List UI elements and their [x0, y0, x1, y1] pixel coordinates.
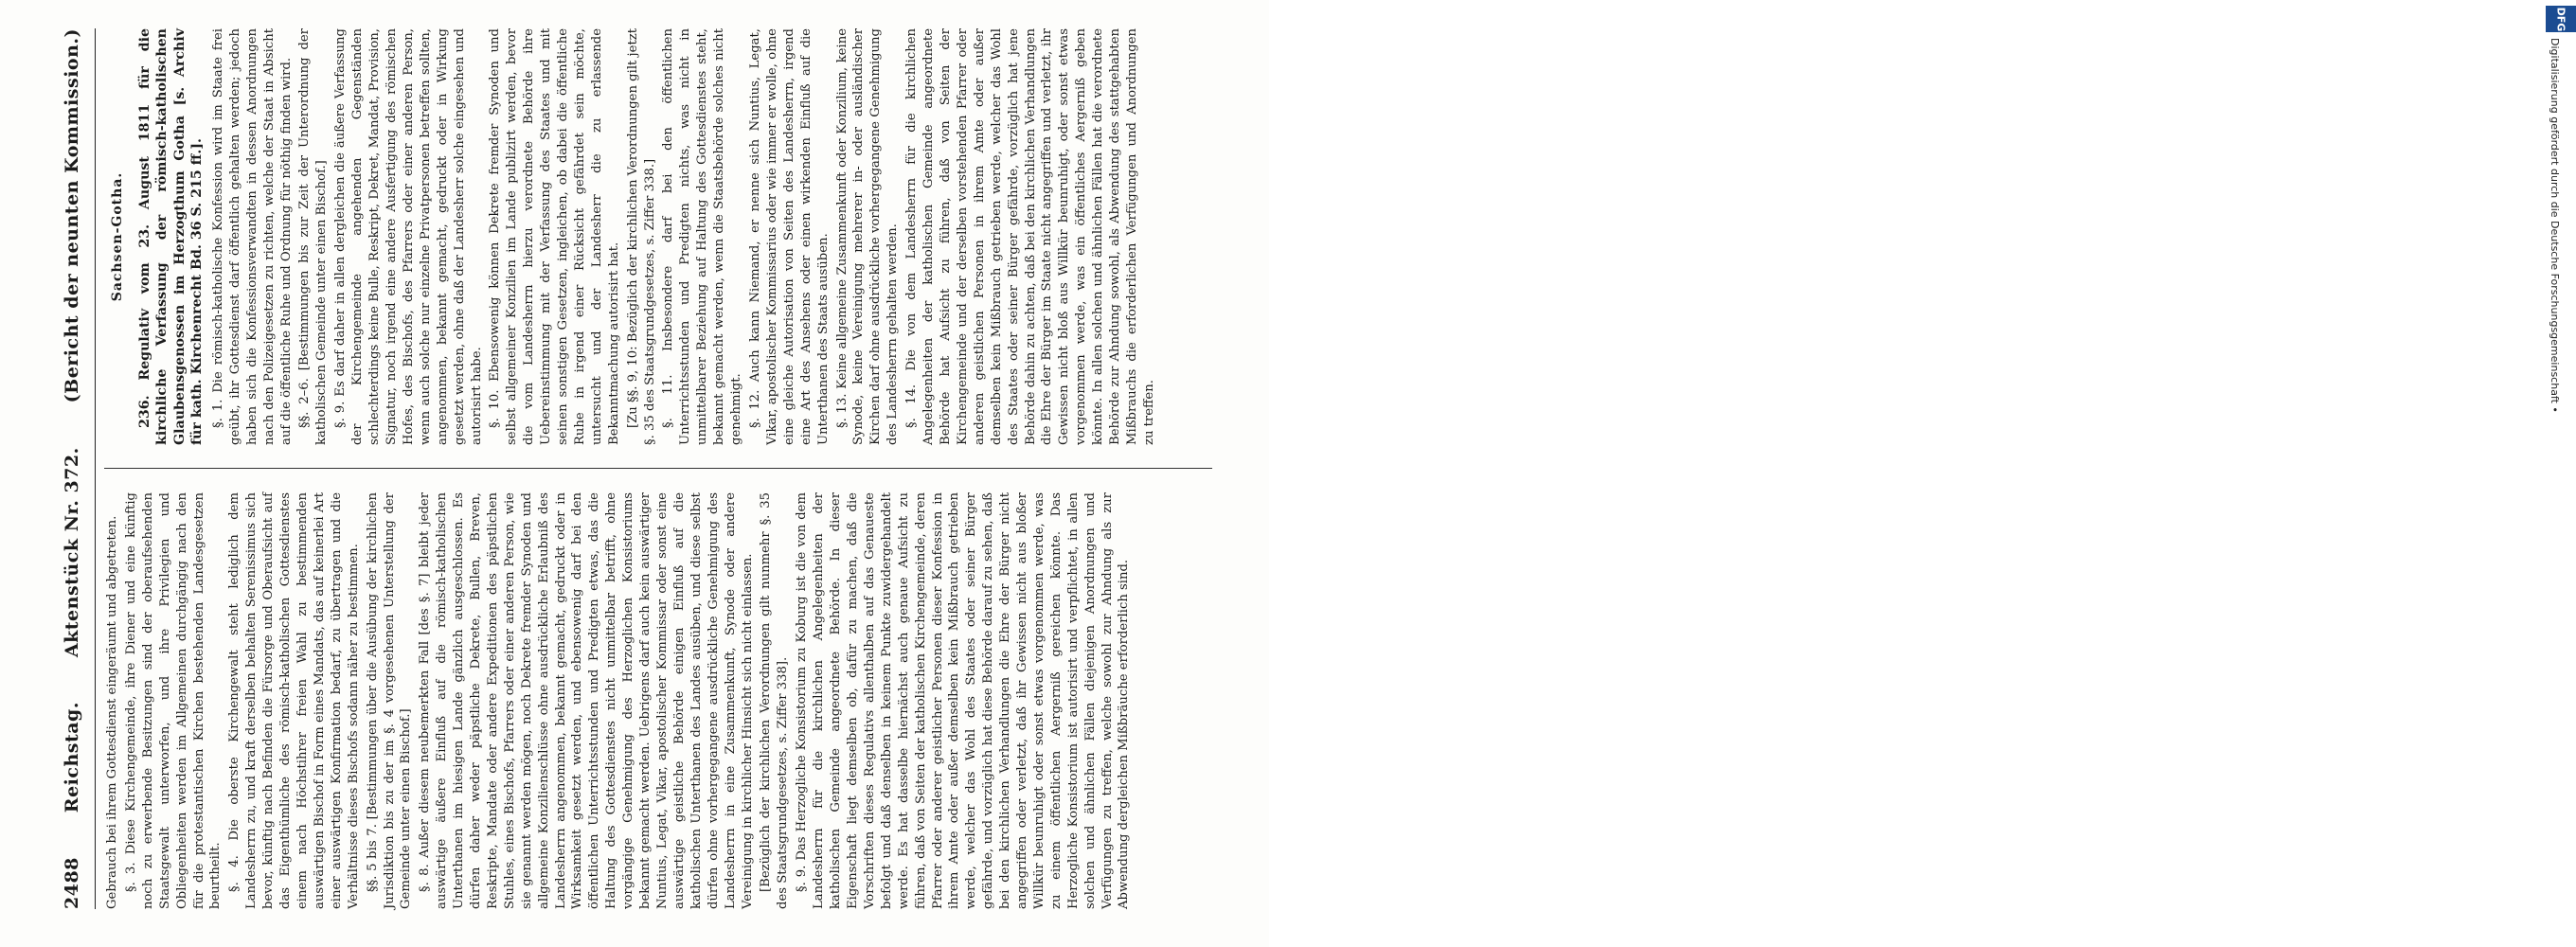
- paragraph: §. 14. Die von dem Landesherrn für die kirchlichen Angelegenheiten der katholischen Gemeinde angeordnete Behörde hat Aufsicht zu führen, daß von Seiten der Kirchengemeinde und der derselben vorstehenden Pfarrer oder anderen geistlichen Personen in ihrem Amte oder außer demselben kein Mißbrauch getrieben werde, welcher das Wohl des Staates oder seiner Bürger gefährde, vorzüglich hat jene Behörde dahin zu achten, daß bei den kirchlichen Verhandlungen die Ehre der Bürger im Staate nicht angegriffen und verletzt, ihr Gewissen nicht bloß aus Willkür beunruhigt, oder sonst etwas vorgenommen werde, was ein öffentliches Aergerniß geben könnte. In allen solchen und ähnlichen Fällen hat die verordnete Behörde zur Ahndung sowohl, als Abwendung des stattgehabten Mißbrauchs die erforderlichen Verfügungen und Anordnungen zu treffen.: [904, 28, 1156, 445]
- credit-strip: [1271, 0, 2567, 947]
- dfg-logo: DFG: [2546, 6, 2576, 32]
- paragraph: §. 1. Die römisch-katholische Konfession wird im Staate frei geübt, ihr Gottesdienst darf öffentlich gehalten werden; jedoch haben sich die Konfessionsverwandten in dessen Anordnungen nach den Polizeigesetzen zu richten, welche der Staat in Absicht auf die öffentliche Ruhe und Ordnung für nöthig finden wird.: [210, 28, 294, 445]
- state-heading: Sachsen-Gotha.: [110, 171, 125, 302]
- header-document-number: Aktenstück Nr. 372.: [62, 447, 82, 658]
- paragraph: Gebrauch bei ihrem Gottesdienst eingeräumt und abgetreten.: [105, 515, 119, 909]
- column-divider: [104, 468, 1212, 469]
- text-column-right: [104, 28, 1212, 445]
- paragraph: §§. 5 bis 7. [Bestimmungen über die Ausübung der kirchlichen Jurisdiktion bis zu der im §. 4 vorgesehenen Unterstellung der Gemeinde unter einen Bischof.]: [365, 492, 414, 909]
- paragraph: §. 13. Keine allgemeine Zusammenkunft oder Konzilium, keine Synode, keine Vereinigung mehrerer in- oder ausländischer Kirchen darf ohne ausdrückliche vorhergegangene Genehmigung des Landesherrn gehalten werden.: [834, 28, 901, 445]
- paragraph: §. 10. Ebensowenig können Dekrete fremder Synoden und selbst allgemeiner Konzilien im Lande publizirt werden, bevor die vom Landesherrn hierzu verordnete Behörde ihre Uebereinstimmung mit der Verfassung des Staates und mit seinen sonstigen Gesetzen, ingleichen, ob dabei die öffentliche Ruhe in irgend einer Rücksicht gefährdet sein möchte, untersucht und der Landesherr die zu erlassende Bekanntmachung autorisirt hat.: [488, 28, 621, 445]
- section-heading: 236. Regulativ vom 23. August 1811 für die kirchliche Verfassung der römisch-katholischen Glaubensgenossen im Herzogthum Gotha [s. Archiv für kath. Kirchenrecht Bd. 36 S. 215 ff.].: [136, 28, 206, 445]
- running-header: [53, 28, 91, 909]
- rotated-page-content: [0, 0, 1269, 947]
- paragraph: §§. 2–6. [Bestimmungen bis zur Zeit der Unterordnung der katholischen Gemeinde unter einen Bischof.]: [297, 28, 330, 445]
- paragraph: [Zu §§. 9, 10: Bezüglich der kirchlichen Verordnungen gilt jetzt §. 35 des Staatsgrundgesetzes, s. Ziffer 338.]: [625, 28, 657, 445]
- header-reichstag: Reichstag.: [62, 702, 82, 813]
- paragraph: §. 9. Das Herzogliche Konsistorium zu Koburg ist die von dem Landesherrn für die kirchlichen Angelegenheiten der katholischen Gemeinde angeordnete Behörde. In dieser Eigenschaft liegt demselben ob, dafür zu machen, daß die Vorschriften dieses Regulativs allenthalben auf das Genaueste befolgt und daß denselben in keinem Punkte zuwidergehandelt werde. Es hat dasselbe hiernächst auch genaue Aufsicht zu führen, daß von Seiten der katholischen Kirchengemeinde, deren Pfarrer oder anderer geistlicher Personen dieser Konfession in ihrem Amte oder außer demselben kein Mißbrauch getrieben werde, welcher das Wohl des Staates oder seiner Bürger gefährde, und vorzüglich hat diese Behörde darauf zu sehen, daß bei den kirchlichen Verhandlungen die Ehre der Bürger nicht angegriffen oder verletzt, daß ihr Gewissen nicht aus bloßer Willkür beunruhigt oder sonst etwas vorgenommen werde, was zu einem öffentlichen Aergerniß gereichen könnte. Das Herzogliche Konsistorium ist autorisirt und verpflichtet, in allen solchen und ähnlichen Fällen diejenigen Anordnungen und Verfügungen zu treffen, welche sowohl zur Ahndung als zur Abwendung dergleichen Mißbräuche erforderlich sind.: [795, 492, 1132, 909]
- paragraph: §. 9. Es darf daher in allen dergleichen die äußere Verfassung der Kirchengemeinde angehenden Gegenständen schlechterdings keine Bulle, Reskript, Dekret, Mandat, Provision, Signatur, noch irgend eine andere Ausfertigung des römischen Hofes, des Bischofs, des Pfarrers oder einer anderen Person, wenn auch solche nur einzelne Privatpersonen betreffen sollten, angenommen, bekannt gemacht, gedruckt oder in Wirkung gesetzt werden, ohne daß der Landesherr solche eingesehen und autorisirt habe.: [333, 28, 484, 445]
- credit-text: Digitalisierung gefördert durch die Deutsche Forschungsgemeinschaft •: [2549, 38, 2561, 413]
- paragraph: [Bezüglich der kirchlichen Verordnungen gilt nunmehr §. 35 des Staatsgrundgesetzes, s. Ziffer 338].: [759, 492, 791, 909]
- paragraph: §. 4. Die oberste Kirchengewalt steht lediglich dem Landesherrn zu, und kraft derselben behalten Serenissimus sich bevor, künftig nach Befinden die Fürsorge und Oberaufsicht auf das Eigenthümliche des römisch-katholischen Gottesdienstes einem nach Höchstihrer freien Wahl zu bestimmenden auswärtigen Bischof in Form eines Mandats, das auf keinerlei Art einer auswärtigen Konfirmation bedarf, zu übertragen und die Verhältnisse dieses Bischofs sodann näher zu bestimmen.: [227, 492, 361, 909]
- text-column-left: [104, 492, 1212, 909]
- paragraph: §. 3. Diese Kirchengemeinde, ihre Diener und eine künftig noch zu erwerbende Besitzungen sind der oberaufsehenden Staatsgewalt unterworfen, und ihre Privilegien und Obliegenheiten werden im Allgemeinen durchgängig nach den für die protestantischen Kirchen bestehenden Landesgesetzen beurtheilt.: [123, 492, 224, 909]
- header-rule: [95, 28, 96, 909]
- paragraph: §. 12. Auch kann Niemand, er nenne sich Nuntius, Legat, Vikar, apostolischer Kommissarius oder wie immer er wolle, ohne eine gleiche Autorisation von Seiten des Landesherrn, irgend eine Art des Ansehens oder einen wirkenden Einfluß auf die Unterthanen des Staats ausüben.: [748, 28, 831, 445]
- page-number: 2488: [62, 857, 82, 909]
- paragraph: §. 11. Insbesondere darf bei den öffentlichen Unterrichtsstunden und Predigten nichts, was nicht in unmittelbarer Beziehung auf Haltung des Gottesdienstes steht, bekannt gemacht werden, wenn die Staatsbehörde solches nicht genehmigt.: [661, 28, 744, 445]
- header-commission-report: (Bericht der neunten Kommission.): [62, 28, 82, 403]
- scanned-page: [0, 0, 1269, 947]
- paragraph: §. 8. Außer diesem neubemerkten Fall [des §. 7] bleibt jeder auswärtige äußere Einfluß auf die römisch-katholischen Unterthanen im hiesigen Lande gänzlich ausgeschlossen. Es dürfen daher weder päpstliche Dekrete, Bullen, Breven, Reskripte, Mandate oder andere Expeditionen des päpstlichen Stuhles, eines Bischofs, Pfarrers oder einer anderen Person, wie sie genannt werden mögen, noch Dekrete fremder Synoden und allgemeine Konzilienschlüsse ohne ausdrückliche Erlaubniß des Landesherrn angenommen, bekannt gemacht, gedruckt oder in Wirksamkeit gesetzt werden, und ebensowenig darf bei den öffentlichen Unterrichtsstunden und Predigten etwas, das die Haltung des Gottesdienstes nicht unmittelbar betrifft, ohne vorgängige Genehmigung des Herzoglichen Konsistoriums bekannt gemacht werden. Uebrigens darf auch kein auswärtiger Nuntius, Legat, Vikar, apostolischer Kommissar oder sonst eine auswärtige geistliche Behörde einigen Einfluß auf die katholischen Unterthanen des Landes ausüben, und diese selbst dürfen ohne vorhergegangene ausdrückliche Genehmigung des Landesherrn in eine Zusammenkunft, Synode oder andere Vereinigung in kirchlicher Hinsicht sich nicht einlassen.: [418, 492, 755, 909]
